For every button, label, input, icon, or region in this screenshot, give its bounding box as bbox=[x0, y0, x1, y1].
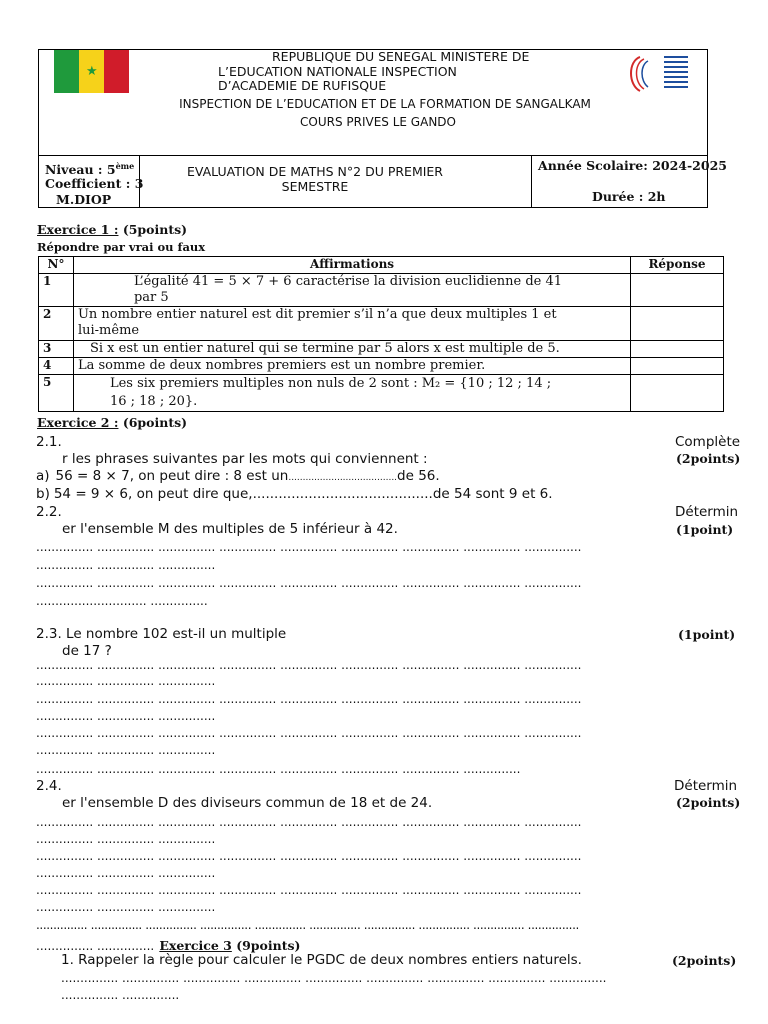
exercise-3-title: Exercice 3 (9points) bbox=[159, 938, 301, 953]
col-reponse: Réponse bbox=[631, 257, 724, 274]
header-title-line: L’EDUCATION NATIONALE INSPECTION bbox=[218, 63, 457, 79]
row-number: 5 bbox=[39, 375, 74, 412]
answer-line[interactable]: ............... ............... ............... ............... ............... ............... ............... ............... ............... bbox=[36, 692, 582, 706]
affirmations-table bbox=[38, 256, 724, 412]
table-row bbox=[39, 341, 724, 358]
affirmation-cell: La somme de deux nombres premiers est un nombre premier. bbox=[73, 358, 630, 375]
header-title-line: D’ACADEMIE DE RUFISQUE bbox=[218, 78, 387, 93]
answer-line[interactable]: ............... ............... ............... bbox=[36, 558, 216, 572]
answer-cell[interactable] bbox=[631, 341, 724, 358]
teacher-name: M.DIOP bbox=[56, 192, 112, 207]
niveau: Niveau : 5ème bbox=[45, 161, 135, 178]
answer-cell[interactable] bbox=[631, 375, 724, 412]
answer-line[interactable]: ............... ............... ............... bbox=[36, 743, 216, 757]
q2-1-text: r les phrases suivantes par les mots qui conviennent : bbox=[62, 451, 428, 467]
table-row bbox=[39, 274, 724, 307]
q2-3-points: (1point) bbox=[678, 627, 736, 642]
inspection-name: INSPECTION DE L’EDUCATION ET DE LA FORMATION DE SANGALKAM bbox=[179, 97, 591, 111]
answer-line[interactable]: ............... ............... ............... bbox=[36, 866, 216, 880]
row-number: 1 bbox=[39, 274, 74, 307]
q3-1-text: 1. Rappeler la règle pour calculer le PGDC de deux nombres entiers naturels. bbox=[61, 952, 582, 968]
answer-line[interactable]: ............... ............... ............... ............... ............... ............... ............... ............... ............... bbox=[36, 576, 582, 590]
table-row bbox=[39, 375, 724, 412]
answer-line[interactable]: ............... ............... ............... ............... ............... ............... ............... ............... ............... bbox=[61, 971, 607, 985]
evaluation-title: EVALUATION DE MATHS N°2 DU PREMIER SEMESTRE bbox=[186, 164, 443, 194]
answer-line[interactable]: ............... ............... ............... bbox=[36, 832, 216, 846]
answer-line[interactable]: ............... ............... bbox=[36, 939, 155, 953]
answer-line[interactable]: ............... ............... bbox=[61, 988, 180, 1002]
q2-2-number: 2.2. bbox=[36, 504, 62, 520]
q2-1b: b) 54 = 9 × 6, on peut dire que,..........................................de 54 sont 9 et 6. bbox=[36, 486, 553, 502]
q2-1-number: 2.1. bbox=[36, 434, 62, 450]
q2-2-points: (1point) bbox=[676, 522, 734, 537]
answer-cell[interactable] bbox=[631, 307, 724, 341]
exercise-2-title: Exercice 2 : (6points) bbox=[37, 415, 188, 430]
q2-4-text: er l'ensemble D des diviseurs commun de 18 et de 24. bbox=[62, 795, 433, 811]
q2-1-points: (2points) bbox=[676, 451, 741, 466]
school-year: Année Scolaire: 2024-2025 bbox=[538, 158, 727, 173]
inspection-logo-icon bbox=[626, 51, 692, 95]
answer-line[interactable]: ............... ............... ............... ............... ............... ............... ............... ............... ............... bbox=[36, 726, 582, 740]
answer-cell[interactable] bbox=[631, 274, 724, 307]
header-title bbox=[218, 50, 529, 94]
affirmation-cell: Si x est un entier naturel qui se termine par 5 alors x est multiple de 5. bbox=[73, 341, 630, 358]
q2-3-text: 2.3. Le nombre 102 est-il un multiple bbox=[36, 626, 287, 642]
exercise-1-instruction: Répondre par vrai ou faux bbox=[37, 240, 206, 254]
row-number: 4 bbox=[39, 358, 74, 375]
row-number: 2 bbox=[39, 307, 74, 341]
row-number: 3 bbox=[39, 341, 74, 358]
answer-line[interactable]: ............... ............... ............... ............... ............... ............... ............... ............... ............... bbox=[36, 849, 582, 863]
q2-3-text-cont: de 17 ? bbox=[62, 643, 112, 659]
q2-4-number: 2.4. bbox=[36, 778, 62, 794]
q2-1a: a) 56 = 8 × 7, on peut dire : 8 est un......................................de 56. bbox=[36, 468, 440, 484]
q2-1-verb-start: Complète bbox=[675, 434, 741, 450]
answer-line[interactable]: ............... ............... ............... bbox=[36, 709, 216, 723]
senegal-flag-icon: ★ bbox=[54, 50, 129, 93]
q2-2-verb-start: Détermin bbox=[675, 504, 739, 520]
q3-1-points: (2points) bbox=[672, 953, 737, 968]
school-name: COURS PRIVES LE GANDO bbox=[300, 115, 456, 129]
table-header-row bbox=[39, 257, 724, 274]
affirmation-cell: Un nombre entier naturel est dit premier s’il n’a que deux multiples 1 et lui-même bbox=[73, 307, 630, 341]
coefficient: Coefficient : 3 bbox=[45, 176, 144, 191]
table-row bbox=[39, 307, 724, 341]
affirmation-cell: Les six premiers multiples non nuls de 2 sont : M₂ = {10 ; 12 ; 14 ; 16 ; 18 ; 20}. bbox=[73, 375, 630, 412]
answer-line[interactable]: ............................. ............... bbox=[36, 594, 208, 608]
header-divider bbox=[531, 155, 532, 208]
exercise-1-title: Exercice 1 : (5points) bbox=[37, 222, 188, 237]
header-title-line: REPUBLIQUE DU SENEGAL MINISTERE DE bbox=[272, 49, 530, 64]
q2-2-text: er l'ensemble M des multiples de 5 inférieur à 42. bbox=[62, 521, 398, 537]
col-number: N° bbox=[39, 257, 74, 274]
affirmation-cell: L’égalité 41 = 5 × 7 + 6 caractérise la division euclidienne de 41 par 5 bbox=[73, 274, 630, 307]
fill-blank[interactable]: ...................................... bbox=[288, 473, 398, 483]
answer-cell[interactable] bbox=[631, 358, 724, 375]
answer-line[interactable]: ............... ............... ............... ............... ............... ............... ............... ............... ............... bbox=[36, 658, 582, 672]
answer-line[interactable]: ............... ............... ............... ............... ............... ............... ............... ............... ............... bbox=[36, 883, 582, 897]
answer-line[interactable]: ............... ............... ............... bbox=[36, 900, 216, 914]
answer-line[interactable]: ............... ............... ............... ............... ............... ............... ............... ............... ............... bbox=[36, 815, 582, 829]
answer-line[interactable]: ............... ............... ............... bbox=[36, 674, 216, 688]
q2-4-points: (2points) bbox=[676, 795, 741, 810]
answer-line[interactable]: ............... ............... ............... ............... ............... ............... ............... ............... ............... ............... bbox=[36, 918, 579, 932]
table-row bbox=[39, 358, 724, 375]
col-affirmations: Affirmations bbox=[73, 257, 630, 274]
q2-4-verb-start: Détermin bbox=[674, 778, 738, 794]
duration: Durée : 2h bbox=[592, 189, 666, 204]
answer-line[interactable]: ............... ............... ............... ............... ............... ............... ............... ............... ............... bbox=[36, 540, 582, 554]
answer-line[interactable]: ............... ............... ............... ............... ............... ............... ............... ............... bbox=[36, 762, 521, 776]
